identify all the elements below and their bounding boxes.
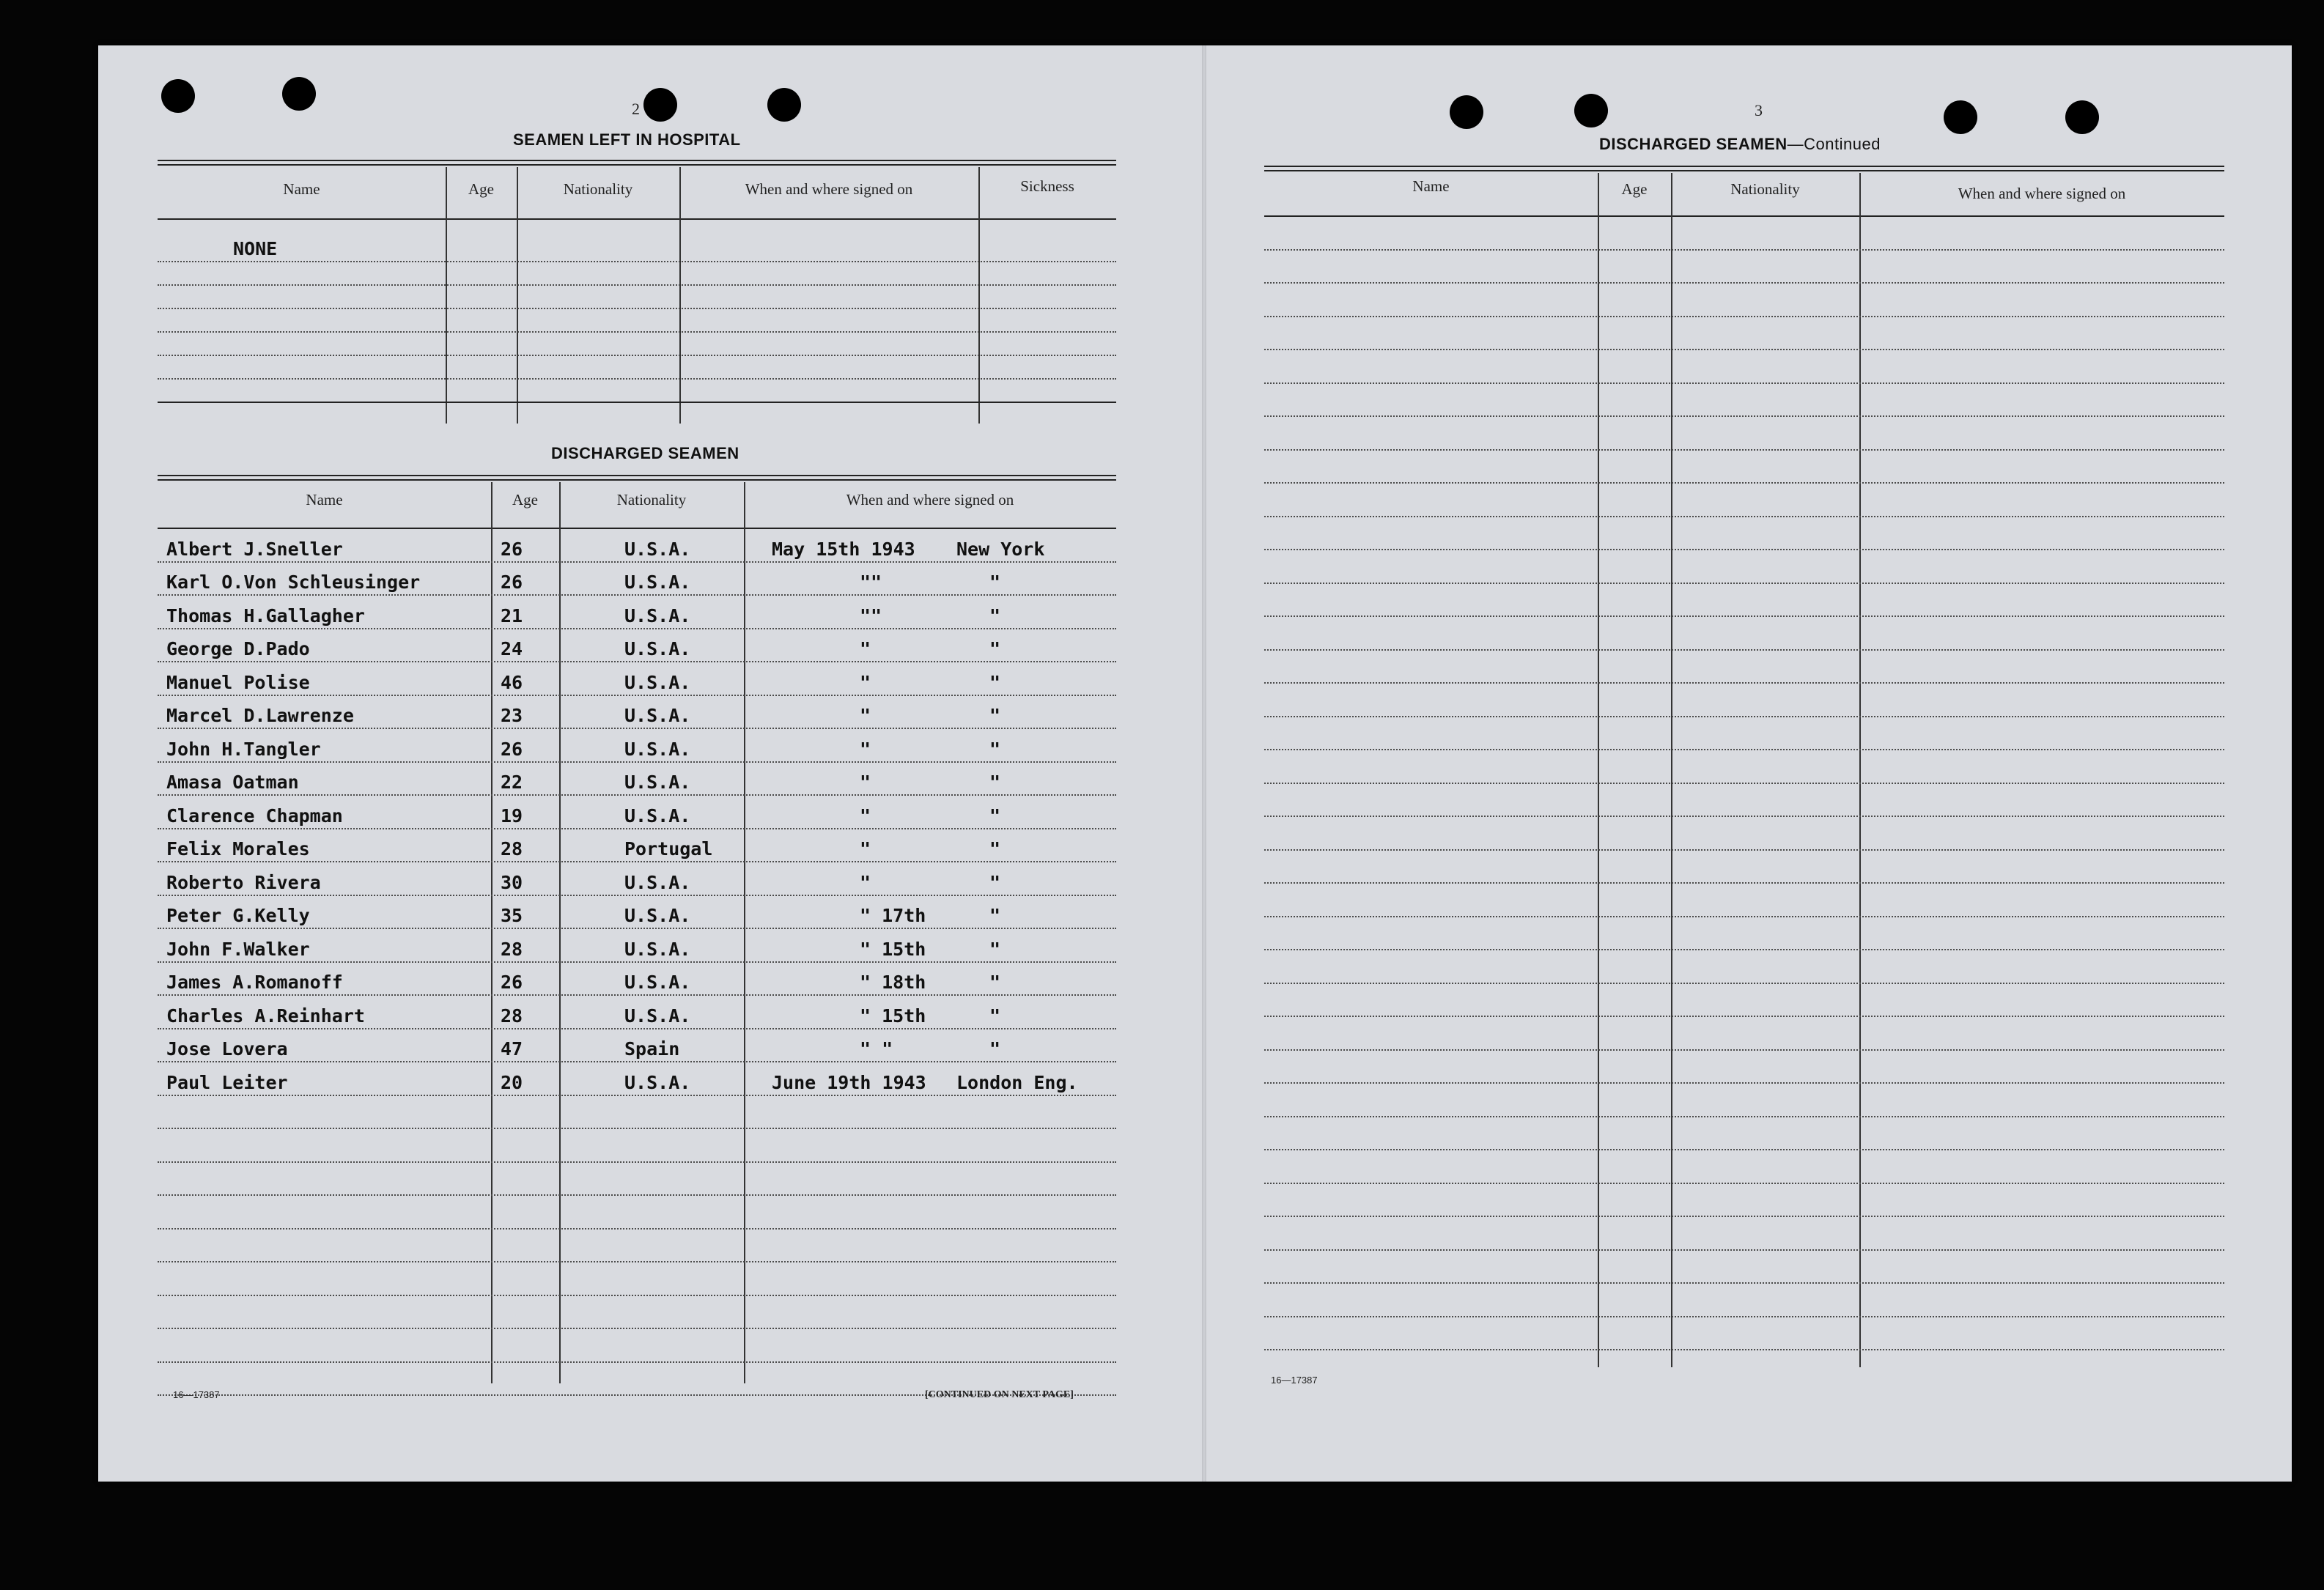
table-row <box>1264 916 2224 951</box>
table-row <box>1264 583 2224 618</box>
punch-hole <box>767 88 801 122</box>
signed-on-place-cell: " <box>989 738 1001 760</box>
age-cell: 26 <box>501 538 523 560</box>
table-row <box>1264 382 2224 418</box>
signed-on-place-cell: " <box>989 1038 1001 1060</box>
table-row <box>1264 1016 2224 1051</box>
table-row <box>158 1261 1116 1296</box>
table-row <box>1264 716 2224 751</box>
table-row <box>158 594 1116 629</box>
signed-on-place-cell: " <box>989 972 1001 993</box>
age-cell: 30 <box>501 871 523 893</box>
name-cell: Albert J.Sneller <box>166 538 343 560</box>
table-row <box>1264 1249 2224 1284</box>
age-cell: 24 <box>501 638 523 659</box>
table-row <box>158 661 1116 696</box>
signed-on-place-cell: " <box>989 772 1001 793</box>
nationality-cell: U.S.A. <box>624 1071 691 1093</box>
nationality-cell: U.S.A. <box>624 738 691 760</box>
table-row <box>1264 783 2224 818</box>
table-row <box>1264 415 2224 451</box>
table-row <box>158 1328 1116 1363</box>
table-row <box>158 1228 1116 1263</box>
age-cell: 22 <box>501 772 523 793</box>
discharged-table <box>158 475 1116 1383</box>
hospital-table <box>158 160 1116 424</box>
punch-hole <box>282 77 316 111</box>
page-number: 2 <box>632 100 640 118</box>
col-header-age: Age <box>468 180 494 198</box>
col-header-name: Name <box>1412 177 1450 195</box>
table-row <box>1264 615 2224 651</box>
signed-on-date-cell: " <box>860 738 871 760</box>
signed-on-place-cell: New York <box>956 538 1045 560</box>
name-cell: Marcel D.Lawrenze <box>166 705 354 726</box>
form-number: 16—17387 <box>173 1389 220 1400</box>
name-cell: Roberto Rivera <box>166 871 321 893</box>
age-cell: 28 <box>501 938 523 960</box>
name-cell: James A.Romanoff <box>166 972 343 993</box>
age-cell: 21 <box>501 604 523 626</box>
table-row <box>1264 549 2224 584</box>
table-row <box>158 794 1116 829</box>
name-cell: George D.Pado <box>166 638 310 659</box>
table-row <box>1264 949 2224 984</box>
col-header-name: Name <box>306 491 343 509</box>
table-row <box>158 828 1116 863</box>
table-row <box>158 761 1116 796</box>
signed-on-date-cell: " <box>860 638 871 659</box>
table-row <box>1264 1116 2224 1151</box>
discharged-continued-title <box>1599 135 1881 154</box>
table-row <box>1264 482 2224 517</box>
signed-on-date-cell: " 17th <box>860 905 926 926</box>
age-cell: 28 <box>501 1005 523 1027</box>
table-row <box>1264 1183 2224 1218</box>
punch-hole <box>161 79 195 113</box>
age-cell: 20 <box>501 1071 523 1093</box>
page-number: 3 <box>1755 101 1763 119</box>
col-header-sickness: Sickness <box>1020 177 1074 195</box>
table-row <box>158 561 1116 596</box>
signed-on-date-cell: " <box>860 805 871 827</box>
table-row <box>158 1161 1116 1197</box>
table-row <box>158 308 1116 333</box>
age-cell: 23 <box>501 705 523 726</box>
nationality-cell: U.S.A. <box>624 938 691 960</box>
age-cell: 19 <box>501 805 523 827</box>
table-row <box>158 331 1116 356</box>
table-row <box>1264 1082 2224 1117</box>
signed-on-place-cell: " <box>989 871 1001 893</box>
discharged-continued-table <box>1264 166 2224 1367</box>
age-cell: 26 <box>501 738 523 760</box>
age-cell: 26 <box>501 972 523 993</box>
punch-hole <box>643 88 677 122</box>
table-row <box>1264 516 2224 551</box>
table-row <box>1264 1049 2224 1084</box>
table-row <box>158 961 1116 996</box>
table-row <box>158 1061 1116 1096</box>
signed-on-date-cell: " <box>860 671 871 693</box>
name-cell: Amasa Oatman <box>166 772 299 793</box>
table-row <box>1264 882 2224 917</box>
nationality-cell: U.S.A. <box>624 638 691 659</box>
table-row <box>1264 983 2224 1018</box>
signed-on-place-cell: " <box>989 671 1001 693</box>
table-row <box>1264 816 2224 851</box>
signed-on-place-cell: " <box>989 604 1001 626</box>
signed-on-place-cell: " <box>989 1005 1001 1027</box>
table-row <box>1264 1216 2224 1251</box>
table-row <box>1264 682 2224 717</box>
nationality-cell: U.S.A. <box>624 604 691 626</box>
signed-on-date-cell: May 15th 1943 <box>772 538 915 560</box>
name-cell: John F.Walker <box>166 938 310 960</box>
age-cell: 47 <box>501 1038 523 1060</box>
nationality-cell: U.S.A. <box>624 772 691 793</box>
col-header-nationality: Nationality <box>616 491 687 509</box>
signed-on-place-cell: " <box>989 838 1001 859</box>
table-row <box>1264 749 2224 784</box>
name-cell: Charles A.Reinhart <box>166 1005 365 1027</box>
col-header-name: Name <box>283 180 320 198</box>
punch-hole <box>1450 95 1483 129</box>
age-cell: 28 <box>501 838 523 859</box>
col-header-age: Age <box>1621 180 1648 198</box>
name-cell: Paul Leiter <box>166 1071 288 1093</box>
nationality-cell: U.S.A. <box>624 805 691 827</box>
name-cell: Jose Lovera <box>166 1038 288 1060</box>
nationality-cell: U.S.A. <box>624 871 691 893</box>
table-row <box>1264 249 2224 284</box>
signed-on-date-cell: " <box>860 705 871 726</box>
col-header-when-where: When and where signed on <box>846 491 1014 509</box>
col-header-when-where: When and where signed on <box>1958 185 2126 202</box>
nationality-cell: Spain <box>624 1038 680 1060</box>
form-number: 16—17387 <box>1271 1375 1318 1386</box>
nationality-cell: U.S.A. <box>624 538 691 560</box>
discharged-section-title: DISCHARGED SEAMEN <box>551 444 739 462</box>
age-cell: 26 <box>501 572 523 593</box>
signed-on-date-cell: June 19th 1943 <box>772 1071 926 1093</box>
table-row <box>158 895 1116 930</box>
table-row <box>158 1128 1116 1163</box>
punch-hole <box>2065 100 2099 134</box>
table-row <box>158 1295 1116 1330</box>
table-row <box>158 218 1116 262</box>
age-cell: 35 <box>501 905 523 926</box>
signed-on-date-cell: " " <box>860 1038 893 1060</box>
table-row <box>1264 649 2224 684</box>
name-cell: Felix Morales <box>166 838 310 859</box>
name-cell: Clarence Chapman <box>166 805 343 827</box>
page-fold <box>1202 45 1206 1482</box>
signed-on-date-cell: " 15th <box>860 938 926 960</box>
name-cell: Manuel Polise <box>166 671 310 693</box>
signed-on-place-cell: " <box>989 705 1001 726</box>
continued-note: [CONTINUED ON NEXT PAGE] <box>925 1389 1074 1400</box>
table-row <box>158 378 1116 403</box>
nationality-cell: U.S.A. <box>624 972 691 993</box>
continued-label: —Continued <box>1787 135 1881 153</box>
table-row <box>1264 349 2224 384</box>
nationality-cell: U.S.A. <box>624 671 691 693</box>
table-row <box>1264 316 2224 351</box>
table-row <box>158 1028 1116 1063</box>
punch-hole <box>1574 94 1608 127</box>
col-header-nationality: Nationality <box>1730 180 1800 198</box>
table-row <box>1264 282 2224 317</box>
table-row <box>1264 1316 2224 1351</box>
table-row <box>158 728 1116 763</box>
table-row <box>158 628 1116 663</box>
table-row <box>158 695 1116 730</box>
signed-on-place-cell: " <box>989 572 1001 593</box>
col-header-when-where: When and where signed on <box>745 180 913 198</box>
table-row <box>158 261 1116 286</box>
table-row <box>1264 1282 2224 1317</box>
signed-on-date-cell: " <box>860 772 871 793</box>
name-cell: John H.Tangler <box>166 738 321 760</box>
col-header-age: Age <box>512 491 538 509</box>
table-row <box>158 861 1116 896</box>
name-cell: NONE <box>233 238 278 259</box>
nationality-cell: U.S.A. <box>624 1005 691 1027</box>
signed-on-place-cell: " <box>989 938 1001 960</box>
table-row <box>158 528 1116 563</box>
table-row <box>158 355 1116 380</box>
nationality-cell: U.S.A. <box>624 705 691 726</box>
age-cell: 46 <box>501 671 523 693</box>
signed-on-place-cell: " <box>989 905 1001 926</box>
hospital-section-title: SEAMEN LEFT IN HOSPITAL <box>513 130 741 149</box>
nationality-cell: U.S.A. <box>624 572 691 593</box>
signed-on-date-cell: "" <box>860 572 882 593</box>
table-row <box>158 284 1116 309</box>
section-title: DISCHARGED SEAMEN <box>1599 135 1788 153</box>
signed-on-date-cell: " 18th <box>860 972 926 993</box>
table-row <box>158 1194 1116 1230</box>
signed-on-place-cell: London Eng. <box>956 1071 1078 1093</box>
name-cell: Karl O.Von Schleusinger <box>166 572 421 593</box>
signed-on-place-cell: " <box>989 805 1001 827</box>
punch-hole <box>1944 100 1977 134</box>
table-row <box>158 1095 1116 1130</box>
signed-on-date-cell: " <box>860 871 871 893</box>
signed-on-place-cell: " <box>989 638 1001 659</box>
table-row <box>1264 1149 2224 1184</box>
table-row <box>1264 449 2224 484</box>
nationality-cell: U.S.A. <box>624 905 691 926</box>
signed-on-date-cell: "" <box>860 604 882 626</box>
table-row <box>158 994 1116 1029</box>
col-header-nationality: Nationality <box>563 180 633 198</box>
name-cell: Peter G.Kelly <box>166 905 310 926</box>
signed-on-date-cell: " <box>860 838 871 859</box>
table-row <box>158 928 1116 963</box>
signed-on-date-cell: " 15th <box>860 1005 926 1027</box>
table-row <box>1264 849 2224 884</box>
table-row <box>1264 215 2224 251</box>
name-cell: Thomas H.Gallagher <box>166 604 365 626</box>
nationality-cell: Portugal <box>624 838 713 859</box>
